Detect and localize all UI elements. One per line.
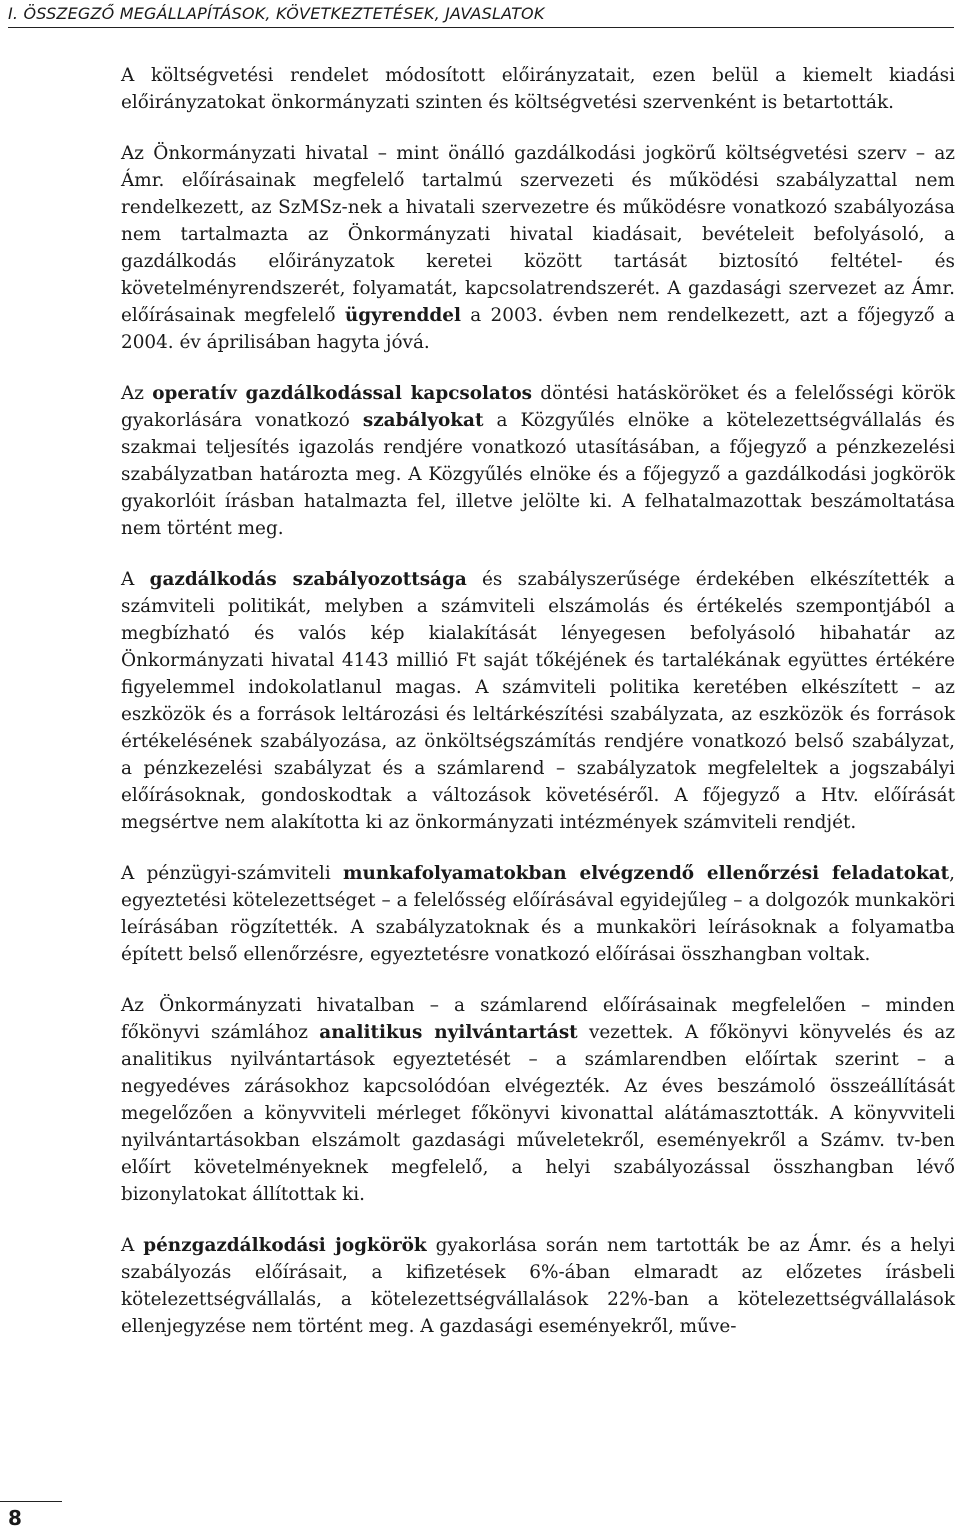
emphasized-term: pénzgazdálkodási jogkörök [143, 1235, 427, 1256]
paragraph-text: , egyeztetési kötelezettséget – a felelősség előírásával egyidejűleg – a dolgozók munkaköri leírásában rögzítették. A szabályzatoknak és a munkaköri leírásoknak a folyamatba épített belső ellenőrzésre, egyeztetésre vonatkozó előírásai összhangban voltak. [121, 863, 956, 965]
document-body [121, 62, 955, 1364]
body-paragraph [121, 1232, 955, 1340]
paragraph-text: vezettek. A főkönyvi könyvelés és az analitikus nyilvántartások egyeztetését – a számlarendben előírtak szerint – a negyedéves zárásokhoz kapcsolódóan elvégezték. Az éves beszámoló összeállítását megelőzően a könyvviteli mérleget főkönyvi kivonattal alátámasztották. A könyvviteli nyilvántartásokban elszámolt gazdasági műveletekről, eseményekről a Számv. tv-ben előírt követelményeknek megfelelő, a helyi szabályozással összhangban lévő bizonylatokat állítottak ki. [121, 1022, 956, 1205]
paragraph-text: Az Önkormányzati hivatal – mint önálló gazdálkodási jogkörű költségvetési szerv – az Ámr. előírásainak megfelelő tartalmú szervezeti és működési szabályzattal nem rendelkezett, az SzMSz-nek a hivatali szervezetre és működésre vonatkozó szabályozása nem tartalmazta az Önkormányzati hivatal kiadásait, bevételeit befolyásoló, a gazdálkodás előirányzatok keretei között tartását biztosító feltétel- és követelményrendszerét, folyamatát, kapcsolatrendszerét. A gazdasági szervezet az Ámr. előírásainak megfelelő [121, 143, 955, 326]
emphasized-term: operatív gazdálkodással kapcsolatos [152, 383, 533, 404]
emphasized-term: munkafolyamatokban elvégzendő ellenőrzési feladatokat [343, 863, 950, 884]
paragraph-text: A [121, 569, 150, 590]
paragraph-text: döntési hatásköröket és a felelősségi körök gyakorlására vonatkozó [121, 383, 955, 431]
body-paragraph [121, 566, 955, 836]
body-paragraph [121, 860, 955, 968]
header-title: I. ÖSSZEGZŐ MEGÁLLAPÍTÁSOK, KÖVETKEZTETÉSEK, JAVASLATOK [8, 4, 545, 23]
body-paragraph [121, 992, 955, 1208]
running-header [8, 4, 954, 28]
paragraph-text: Az Önkormányzati hivatalban – a számlarend előírásainak megfelelően – minden főkönyvi számlához [121, 995, 955, 1043]
paragraph-text: A költségvetési rendelet módosított előirányzatait, ezen belül a kiemelt kiadási előirányzatokat önkormányzati szinten és költségvetési szervenként is betartották. [121, 65, 955, 113]
paragraph-text: A [121, 1235, 144, 1256]
body-paragraph [121, 140, 955, 356]
footer-rule [0, 1501, 62, 1502]
paragraph-text: gyakorlása során nem tartották be az Ámr. és a helyi szabályozás előírásait, a kifizetések 6%-ában elmaradt az előzetes írásbeli kötelezettségvállalás, a kötelezettségvállalások 22%-ban a kötelezettségvállalások ellenjegyzése nem történt meg. A gazdasági eseményekről, műve- [121, 1235, 955, 1337]
paragraph-text: a Közgyűlés elnöke a kötelezettségvállalás és szakmai teljesítés igazolás rendjére vonatkozó utasításában, a főjegyző a pénzkezelési szabályzatban határozta meg. A Közgyűlés elnöke és a főjegyző a gazdálkodási jogkörök gyakorlóit írásban hatalmazta fel, illetve jelölte ki. A felhatalmazottak beszámoltatása nem történt meg. [121, 410, 955, 539]
paragraph-text: Az [121, 383, 153, 404]
body-paragraph [121, 380, 955, 542]
emphasized-term: gazdálkodás szabályozottsága [149, 569, 467, 590]
paragraph-text: A pénzügyi-számviteli [121, 863, 343, 884]
emphasized-term: analitikus nyilvántartást [319, 1022, 578, 1043]
emphasized-term: ügyrenddel [344, 305, 461, 326]
paragraph-text: a 2003. évben nem rendelkezett, azt a főjegyző a 2004. év áprilisában hagyta jóvá. [121, 305, 955, 353]
emphasized-term: szabályokat [362, 410, 484, 431]
paragraph-text: és szabályszerűsége érdekében elkészítették a számviteli politikát, melyben a számviteli elszámolás és értékelés szempontjából a megbízható és valós kép kialakítását lényegesen befolyásoló hibahatár az Önkormányzati hivatal 4143 millió Ft saját tőkéjének és tartalékának együttes értékére figyelemmel indokolatlanul magas. A számviteli politika keretében elkészített – az eszközök és a források leltározási és leltárkészítési szabályzata, az eszközök és források értékelésének szabályozása, az önköltségszámítás rendjére vonatkozó belső szabályzat, a pénzkezelési szabályzat és a számlarend – szabályzatok megfeleltek a jogszabályi előírásoknak, gondoskodtak a változások követéséről. A főjegyző a Htv. előírását megsértve nem alakította ki az önkormányzati intézmények számviteli rendjét. [121, 569, 955, 833]
body-paragraph [121, 62, 955, 116]
page-number: 8 [8, 1506, 22, 1530]
